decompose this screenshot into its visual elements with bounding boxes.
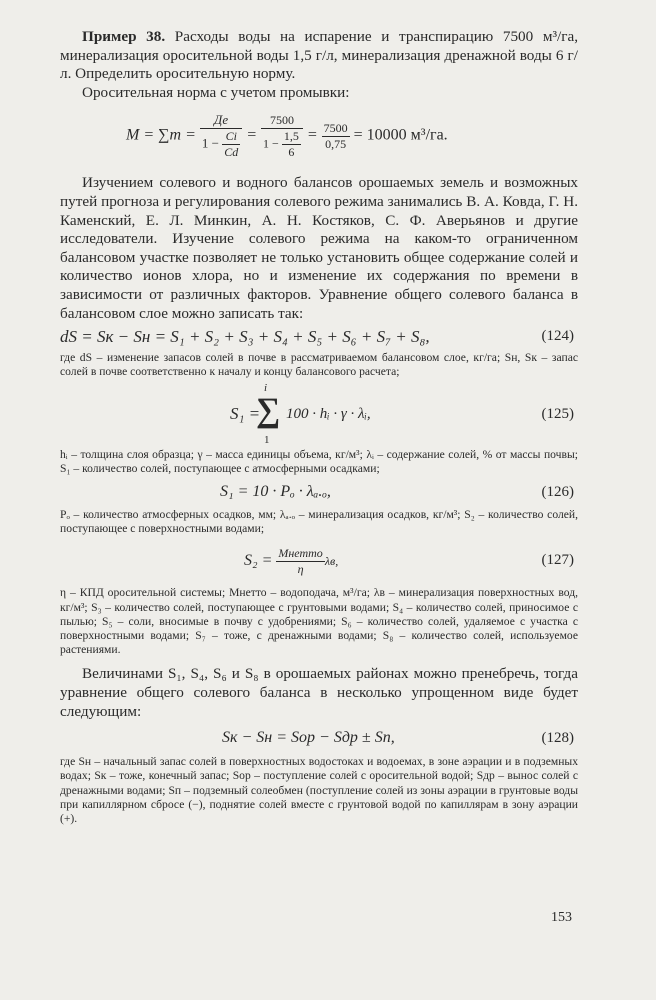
equation-127-lhs: S₂ = [244,552,273,570]
formula-irrigation-norm: M = ∑m = Дe 1 − $\frac{Ci}{Cd}$ = 7500 1 − $\frac{1,5}{6}$ = $\frac{7500}{0,75}$ = 10000 м³/га. [126,112,448,160]
equation-126-body: S₁ = 10 · Pₒ · λₐ.ₒ, [220,482,331,500]
equation-125 [60,382,578,448]
example-text: Расходы воды на испарение и транспирацию 7500 м³/га, минерализация оросительной воды 1,5 г/л, минерализация дренажной воды 6 г/л. Определить оросительную норму. [60,28,579,83]
sum-sigma: ∑ [256,391,281,429]
equation-127-suffix: λв, [324,554,339,569]
equation-128 [60,725,578,755]
formula-lhs: M = ∑m = [126,127,196,145]
fraction-3: $\frac{7500}{0,75}$ [323,120,348,151]
sum-upper-limit: i [264,381,268,394]
page-number: 153 [551,910,572,925]
equation-127-explanation: η – КПД оросительной системы; Mнетто – водоподача, м³/га; λв – минерализация поверхностных вод, кг/м³; S₃ – количество солей, поступающее с грунтовыми водами; S₄ – количество солей, приносимое с пылью; S₅ – соли, вносимые в почву с удобрениями; S₆ – количество солей, удаляемое с участка с поверхностными водами; S₇ – тоже, с дренажными водами; S₈ – количество солей, используемое растениями. [60,586,578,657]
equation-127-fraction: $\frac{\text{Mнетто}}{\eta}$ [278,546,323,577]
equation-126-number: (126) [541,483,574,500]
equation-128-explanation: где Sн – начальный запас солей в поверхностных водостоках и водоемах, в зоне аэрации и в подземных водах; Sк – тоже, конечный запас; Sор – поступление солей с оросительной водой; Sдр – вынос солей с дренажными водами; Sп – подземный солеобмен (поступление солей из зоны аэрации в грунтовые воды при капиллярном сбросе (−), поднятие солей вместе с грунтовой водой по капиллярам в зону аэрации (+). [60,755,578,825]
simplification-paragraph: Величинами S₁, S₄, S₆ и S₈ в орошаемых районах можно пренебречь, тогда уравнение общего солевого баланса в несколько упрощенном виде будет следующим: [60,665,578,720]
sum-lower-limit: 1 [264,433,270,446]
equation-125-explanation: hᵢ – толщина слоя образца; γ – масса единицы объема, кг/м³; λᵢ – содержание солей, % от массы почвы; S₁ – количество солей, поступающее с атмосферными осадками; [60,447,578,475]
equation-128-body: Sк − Sн = Sор − Sдр ± Sп, [222,729,395,747]
equation-127-number: (127) [541,552,574,569]
page-content [60,22,578,826]
equation-125-rhs: 100 · hᵢ · γ · λᵢ, [286,405,371,422]
equation-128-number: (128) [541,730,574,747]
equation-125-number: (125) [541,405,574,422]
equation-124-body: dS = Sк − Sн = S₁ + S₂ + S₃ + S₄ + S₅ + S₆ + S₇ + S₈, [60,327,430,347]
fraction-2: 7500 1 − $\frac{1,5}{6}$ [261,113,303,160]
equation-126-explanation: Pₒ – количество атмосферных осадков, мм; λₐ.ₒ – минерализация осадков, кг/м³; S₂ – количество солей, поступающее с поверхностными водами; [60,507,578,536]
equation-125-lhs: S₁ = [230,403,261,423]
equation-127 [60,540,578,586]
salt-balance-paragraph: Изучением солевого и водного балансов орошаемых земель и возможных путей прогноза и регулирования солевого режима занимались В. А. Ковда, Г. Н. Каменский, Е. Л. Минкин, А. Н. Костяков, С. Ф. Аверьянов и другие исследователи. Изучение солевого режима на каком-то ограниченном балансовом участке позволяет не только установить общее содержание солей и количество ионов хлора, но и изменение их содержания по времени в зависимости от различных факторов. Уравнение общего солевого баланса в балансовом слое можно записать так: [60,174,578,322]
equation-124 [60,325,578,351]
formula-result: = 10000 м³/га. [353,127,448,145]
example-label: Пример 38. [82,28,166,45]
example-paragraph [60,28,578,84]
equation-126 [60,480,578,508]
irrigation-norm-line: Оросительная норма с учетом промывки: [82,83,350,101]
fraction-1: Дe 1 − $\frac{Ci}{Cd}$ [200,112,242,160]
equation-124-explanation: где dS – изменение запасов солей в почве в рассматриваемом балансовом слое, кг/га; Sн, Sк – запас солей в почве соответственно к началу и концу балансового расчета; [60,351,578,379]
equation-124-number: (124) [541,328,574,345]
